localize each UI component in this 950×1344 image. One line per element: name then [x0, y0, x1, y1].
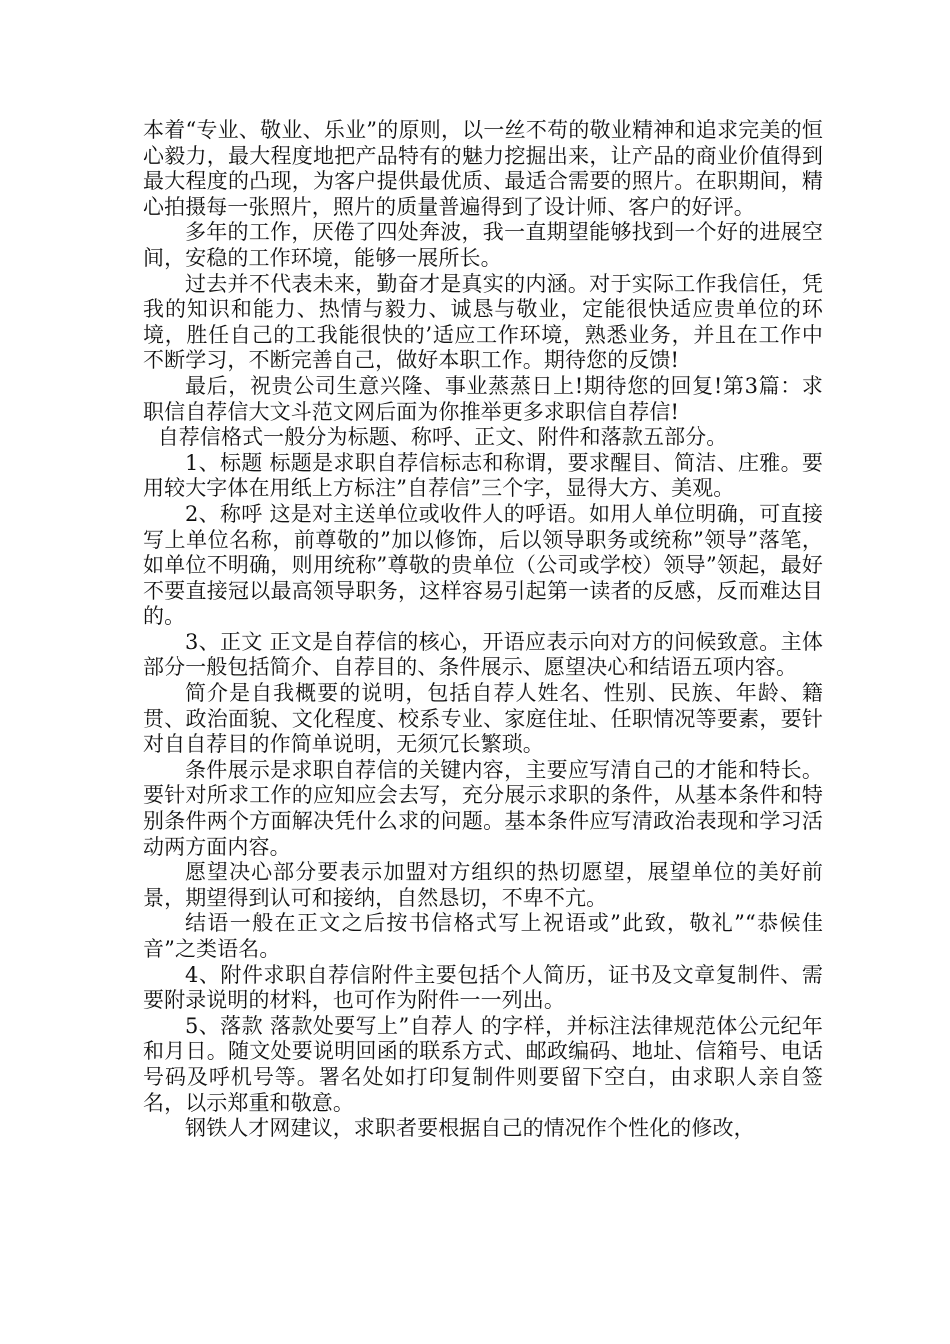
paragraph-title-section: 1、标题 标题是求职自荐信标志和称谓，要求醒目、简洁、庄雅。要用较大字体在用纸上方标注”自荐信”三个字，显得大方、美观。 — [143, 450, 823, 501]
paragraph-body-section: 3、正文 正文是自荐信的核心，开语应表示向对方的问候致意。主体部分一般包括简介、自荐目的、条件展示、愿望决心和结语五项内容。 — [143, 629, 823, 680]
paragraph-introduction: 简介是自我概要的说明，包括自荐人姓名、性别、民族、年龄、籍贯、政治面貌、文化程度、校系专业、家庭住址、任职情况等要素，要针对自自荐目的作简单说明，无须冗长繁琐。 — [143, 681, 823, 757]
paragraph-advice: 钢铁人才网建议，求职者要根据自己的情况作个性化的修改， — [185, 1116, 755, 1141]
paragraph-conclusion: 结语一般在正文之后按书信格式写上祝语或”此致，敬礼”“恭候佳音”之类语名。 — [143, 911, 823, 961]
paragraph-wishes: 愿望决心部分要表示加盟对方组织的热切愿望，展望单位的美好前景，期望得到认可和接纳，自然恳切，不卑不亢。 — [143, 860, 823, 910]
paragraph-attachments: 4、附件求职自荐信附件主要包括个人简历，证书及文章复制件、需要附录说明的材料，也可作为附件一一列出。 — [143, 962, 823, 1013]
paragraph-conditions: 条件展示是求职自荐信的关键内容，主要应写清自己的才能和特长。要针对所求工作的应知应会去写，充分展示求职的条件，从基本条件和特别条件两个方面解决凭什么求的问题。基本条件应写清政治表现和学习活动两方面内容。 — [143, 757, 823, 859]
paragraph-closing-wishes: 最后，祝贵公司生意兴隆、事业蒸蒸日上!期待您的回复!第3篇：求职信自荐信大文斗范文网后面为你推举更多求职信自荐信! — [143, 373, 823, 424]
paragraph-past-future: 过去并不代表未来，勤奋才是真实的内涵。对于实际工作我信任，凭我的知识和能力、热情与毅力、诚恳与敬业，定能很快适应贵单位的环境，胜任自己的工我能很快的’适应工作环境，熟悉业务，并且在工作中不断学习，不断完善自己，做好本职工作。期待您的反馈! — [143, 271, 823, 373]
paragraph-intro-continuation: 本着“专业、敬业、乐业”的原则，以一丝不苟的敬业精神和追求完美的恒心毅力，最大程度地把产品特有的魅力挖掘出来，让产品的商业价值得到最大程度的凸现，为客户提供最优质、最适合需要的照片。在职期间，精心拍摄每一张照片，照片的质量普遍得到了设计师、客户的好评。 — [143, 118, 823, 219]
paragraph-signature: 5、落款 落款处要写上”自荐人 的字样，并标注法律规范体公元纪年和月日。随文处要说明回函的联系方式、邮政编码、地址、信箱号、电话号码及呼机号等。署名处如打印复制件则要留下空白，由求职人亲自签名，以示郑重和敬意。 — [143, 1013, 823, 1115]
document-body — [143, 118, 823, 1142]
paragraph-salutation-section: 2、称呼 这是对主送单位或收件人的呼语。如用人单位明确，可直接写上单位名称，前尊敬的”加以修饰，后以领导职务或统称”领导”落笔，如单位不明确，则用统称”尊敬的贵单位（公司或学校）领导”领起，最好不要直接冠以最高领导职务，这样容易引起第一读者的反感，反而难达目的。 — [143, 501, 823, 629]
paragraph-work-years: 多年的工作，厌倦了四处奔波，我一直期望能够找到一个好的进展空间，安稳的工作环境，能够一展所长。 — [143, 220, 823, 270]
paragraph-format-overview: 自荐信格式一般分为标题、称呼、正文、附件和落款五部分。 — [157, 425, 728, 450]
